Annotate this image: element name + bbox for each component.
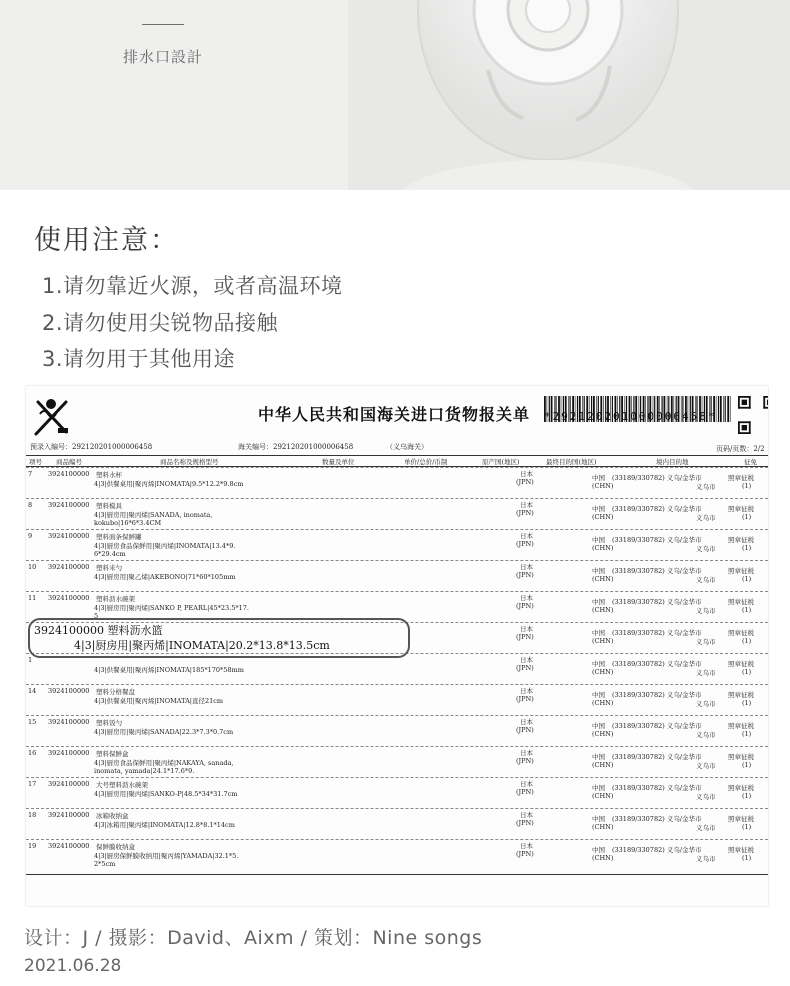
header-quantity: 数量及单位 <box>322 458 355 466</box>
table-row <box>26 716 768 747</box>
header-origin: 原产国(地区) <box>482 458 520 466</box>
table-bottom-rule <box>26 874 768 875</box>
customs-port: （义乌海关） <box>386 443 428 451</box>
domestic-city: 义乌市 <box>696 855 716 863</box>
header-item-no: 项号 <box>29 458 42 466</box>
goods-name: 塑料饭勺 <box>96 719 122 727</box>
destination-code: (CHN) <box>592 854 614 862</box>
domestic-district: (33189/330782) 义乌/金华市 <box>612 691 702 699</box>
drain-design-caption: 排水口設計 <box>122 48 203 66</box>
item-no: 15 <box>28 718 37 726</box>
levy-code: (1) <box>742 792 752 800</box>
customs-number: 海关编号：292120201000006458 <box>238 443 354 451</box>
origin-country: 日本 <box>520 563 533 571</box>
origin-country: 日本 <box>520 656 533 664</box>
origin-code: (JPN) <box>516 819 534 827</box>
barcode-number: *292120201000006458* <box>544 410 717 423</box>
goods-name: 冰箱收纳盒 <box>96 812 129 820</box>
origin-code: (JPN) <box>516 540 534 548</box>
domestic-city: 义乌市 <box>696 638 716 646</box>
commodity-code: 3924100000 <box>48 718 90 726</box>
origin-code: (JPN) <box>516 664 534 672</box>
goods-spec: 4|3|厨房保鲜膜收纳用|聚丙烯|YAMADA|32.1*5. <box>94 852 239 860</box>
levy-code: (1) <box>742 482 752 490</box>
origin-country: 日本 <box>520 532 533 540</box>
domestic-city: 义乌市 <box>696 545 716 553</box>
destination-code: (CHN) <box>592 761 614 769</box>
origin-country: 日本 <box>520 687 533 695</box>
domestic-district: (33189/330782) 义乌/金华市 <box>612 567 702 575</box>
destination-country: 中国 <box>592 629 605 637</box>
item-no: 7 <box>28 470 33 478</box>
domestic-city: 义乌市 <box>696 731 716 739</box>
destination-country: 中国 <box>592 536 605 544</box>
table-row <box>26 685 768 716</box>
table-row <box>26 499 768 530</box>
header-domestic-destination: 境内目的地 <box>656 458 689 466</box>
destination-code: (CHN) <box>592 699 614 707</box>
origin-code: (JPN) <box>516 695 534 703</box>
caption-rule <box>142 24 184 25</box>
levy-mode: 照章征税 <box>728 660 754 668</box>
domestic-district: (33189/330782) 义乌/金华市 <box>612 815 702 823</box>
destination-code: (CHN) <box>592 730 614 738</box>
goods-name: 大号塑料沥水碗架 <box>96 781 148 789</box>
destination-code: (CHN) <box>592 637 614 645</box>
goods-spec-cont: kokubo|16*6*3.4CM <box>94 519 162 527</box>
commodity-code: 3924100000 <box>48 563 90 571</box>
destination-country: 中国 <box>592 753 605 761</box>
levy-mode: 照章征税 <box>728 567 754 575</box>
page-number: 页码/页数：2/2 <box>716 445 765 453</box>
commodity-code: 3924100000 <box>48 811 90 819</box>
levy-mode: 照章征税 <box>728 784 754 792</box>
domestic-district: (33189/330782) 义乌/金华市 <box>612 846 702 854</box>
goods-spec: 4|3|厨房用|聚丙烯|SANKO-P|48.5*34*31.7cm <box>94 790 238 798</box>
table-row <box>26 561 768 592</box>
goods-spec-cont: 5 <box>94 612 99 620</box>
destination-code: (CHN) <box>592 668 614 676</box>
levy-code: (1) <box>742 730 752 738</box>
goods-spec-cont: inomata, yamada|24.1*17.6*9. <box>94 767 195 775</box>
goods-name: 塑料沥水碗架 <box>96 595 135 603</box>
levy-code: (1) <box>742 699 752 707</box>
item-no: 1 <box>28 656 33 664</box>
levy-mode: 照章征税 <box>728 691 754 699</box>
header-goods-name: 商品名称及规格型号 <box>160 458 219 466</box>
goods-spec: 4|3|供餐桌用|聚丙烯|INOMATA|185*170*58mm <box>94 666 244 674</box>
origin-country: 日本 <box>520 594 533 602</box>
item-no: 18 <box>28 811 37 819</box>
caption-panel <box>0 0 348 190</box>
goods-spec-cont: 6*29.4cm <box>94 550 126 558</box>
goods-name: 塑料保鲜盒 <box>96 750 129 758</box>
table-row <box>26 840 768 871</box>
origin-country: 日本 <box>520 718 533 726</box>
drain-closeup-photo <box>348 0 790 190</box>
highlight-line-2: 4|3|厨房用|聚丙烯|INOMATA|20.2*13.8*13.5cm <box>74 639 330 652</box>
levy-mode: 照章征税 <box>728 629 754 637</box>
goods-spec: 4|3|厨房用|聚丙烯|SANADA, inomata, <box>94 511 213 519</box>
levy-code: (1) <box>742 606 752 614</box>
destination-code: (CHN) <box>592 606 614 614</box>
commodity-code: 3924100000 <box>48 780 90 788</box>
credits-line: 设计：J / 摄影：David、Aixm / 策划：Nine songs <box>24 927 483 949</box>
domestic-city: 义乌市 <box>696 669 716 677</box>
levy-mode: 照章征税 <box>728 846 754 854</box>
item-no: 9 <box>28 532 33 540</box>
domestic-city: 义乌市 <box>696 793 716 801</box>
header-final-destination: 最终目的国(地区) <box>546 458 597 466</box>
item-no: 14 <box>28 687 37 695</box>
goods-spec: 4|3|厨房食品保鲜用|聚丙烯|INOMATA|13.4*9. <box>94 542 236 550</box>
levy-mode: 照章征税 <box>728 536 754 544</box>
note-item-2: 2.请勿使用尖锐物品接触 <box>42 311 279 335</box>
domestic-city: 义乌市 <box>696 824 716 832</box>
pre-entry-number: 预录入编号：292120201000006458 <box>30 443 153 451</box>
levy-code: (1) <box>742 854 752 862</box>
table-row <box>26 747 768 778</box>
origin-code: (JPN) <box>516 757 534 765</box>
goods-spec: 4|3|厨房食品保鲜用|聚丙烯|NAKAYA, sanada, <box>94 759 234 767</box>
goods-name: 塑料模具 <box>96 502 122 510</box>
goods-spec-cont: 2*5cm <box>94 860 116 868</box>
domestic-city: 义乌市 <box>696 514 716 522</box>
levy-mode: 照章征税 <box>728 815 754 823</box>
header-price: 单价/总价/币制 <box>404 458 448 466</box>
commodity-code: 3924100000 <box>48 687 90 695</box>
domestic-district: (33189/330782) 义乌/金华市 <box>612 536 702 544</box>
product-photo-band <box>0 0 790 190</box>
goods-spec: 4|3|冰箱用|聚丙烯|INOMATA|12.8*8.1*14cm <box>94 821 235 829</box>
destination-country: 中国 <box>592 660 605 668</box>
table-row <box>26 530 768 561</box>
header-levy: 征免 <box>744 458 757 466</box>
destination-country: 中国 <box>592 722 605 730</box>
domestic-district: (33189/330782) 义乌/金华市 <box>612 753 702 761</box>
goods-name: 塑料米勺 <box>96 564 122 572</box>
levy-code: (1) <box>742 823 752 831</box>
levy-code: (1) <box>742 761 752 769</box>
table-row <box>26 778 768 809</box>
item-no: 8 <box>28 501 33 509</box>
destination-country: 中国 <box>592 474 605 482</box>
levy-code: (1) <box>742 544 752 552</box>
note-item-3: 3.请勿用于其他用途 <box>42 347 236 371</box>
item-no: 11 <box>28 594 37 602</box>
destination-code: (CHN) <box>592 544 614 552</box>
origin-code: (JPN) <box>516 571 534 579</box>
destination-country: 中国 <box>592 691 605 699</box>
domestic-district: (33189/330782) 义乌/金华市 <box>612 784 702 792</box>
origin-code: (JPN) <box>516 788 534 796</box>
qr-code-icon <box>738 396 768 434</box>
destination-code: (CHN) <box>592 823 614 831</box>
destination-country: 中国 <box>592 567 605 575</box>
levy-mode: 照章征税 <box>728 474 754 482</box>
table-row <box>26 468 768 499</box>
commodity-code: 3924100000 <box>48 594 90 602</box>
destination-country: 中国 <box>592 784 605 792</box>
domestic-district: (33189/330782) 义乌/金华市 <box>612 629 702 637</box>
origin-code: (JPN) <box>516 850 534 858</box>
origin-country: 日本 <box>520 780 533 788</box>
commodity-code: 3924100000 <box>48 842 90 850</box>
origin-country: 日本 <box>520 842 533 850</box>
levy-code: (1) <box>742 637 752 645</box>
origin-code: (JPN) <box>516 602 534 610</box>
origin-code: (JPN) <box>516 478 534 486</box>
drain-outlet-illustration <box>348 0 790 190</box>
table-row <box>26 654 768 685</box>
origin-country: 日本 <box>520 749 533 757</box>
goods-spec: 4|3|厨房用|聚乙烯|AKEBONO|71*60*105mm <box>94 573 236 581</box>
goods-name: 保鲜膜收纳盒 <box>96 843 135 851</box>
publish-date: 2021.06.28 <box>24 956 122 976</box>
table-row <box>26 809 768 840</box>
origin-country: 日本 <box>520 625 533 633</box>
destination-country: 中国 <box>592 505 605 513</box>
domestic-city: 义乌市 <box>696 762 716 770</box>
customs-emblem-icon <box>30 394 72 440</box>
destination-country: 中国 <box>592 598 605 606</box>
destination-code: (CHN) <box>592 482 614 490</box>
item-no: 10 <box>28 563 37 571</box>
domestic-city: 义乌市 <box>696 483 716 491</box>
domestic-district: (33189/330782) 义乌/金华市 <box>612 722 702 730</box>
commodity-code: 3924100000 <box>48 532 90 540</box>
levy-mode: 照章征税 <box>728 505 754 513</box>
domestic-city: 义乌市 <box>696 700 716 708</box>
header-commodity-code: 商品编号 <box>56 458 82 466</box>
commodity-code: 3924100000 <box>48 470 90 478</box>
highlight-line-1: 3924100000 塑料沥水篮 <box>34 624 163 637</box>
domestic-district: (33189/330782) 义乌/金华市 <box>612 505 702 513</box>
header-top-rule <box>26 455 768 456</box>
origin-country: 日本 <box>520 501 533 509</box>
destination-code: (CHN) <box>592 792 614 800</box>
domestic-district: (33189/330782) 义乌/金华市 <box>612 660 702 668</box>
item-no: 19 <box>28 842 37 850</box>
levy-mode: 照章征税 <box>728 598 754 606</box>
levy-code: (1) <box>742 668 752 676</box>
destination-code: (CHN) <box>592 513 614 521</box>
origin-country: 日本 <box>520 811 533 819</box>
goods-name: 塑料面条保鲜罐 <box>96 533 142 541</box>
levy-mode: 照章征税 <box>728 722 754 730</box>
levy-mode: 照章征税 <box>728 753 754 761</box>
notes-title: 使用注意： <box>34 225 179 256</box>
commodity-code: 3924100000 <box>48 501 90 509</box>
domestic-city: 义乌市 <box>696 576 716 584</box>
destination-country: 中国 <box>592 815 605 823</box>
origin-code: (JPN) <box>516 509 534 517</box>
domestic-city: 义乌市 <box>696 607 716 615</box>
document-title: 中华人民共和国海关进口货物报关单 <box>258 405 531 424</box>
note-item-1: 1.请勿靠近火源，或者高温环境 <box>42 274 343 298</box>
domestic-district: (33189/330782) 义乌/金华市 <box>612 598 702 606</box>
goods-name: 塑料分格餐盘 <box>96 688 135 696</box>
goods-spec: 4|3|供餐桌用|聚丙烯|INOMATA|9.5*12.2*9.8cm <box>94 480 244 488</box>
commodity-code: 3924100000 <box>48 749 90 757</box>
domestic-district: (33189/330782) 义乌/金华市 <box>612 474 702 482</box>
item-no: 16 <box>28 749 37 757</box>
goods-name: 塑料水杯 <box>96 471 122 479</box>
origin-country: 日本 <box>520 470 533 478</box>
goods-spec: 4|3|供餐桌用|聚丙烯|INOMATA|直径21cm <box>94 697 224 705</box>
destination-code: (CHN) <box>592 575 614 583</box>
origin-code: (JPN) <box>516 633 534 641</box>
destination-country: 中国 <box>592 846 605 854</box>
origin-code: (JPN) <box>516 726 534 734</box>
levy-code: (1) <box>742 513 752 521</box>
item-no: 17 <box>28 780 37 788</box>
levy-code: (1) <box>742 575 752 583</box>
goods-spec: 4|3|厨房用|聚丙烯|SANADA|22.3*7.3*0.7cm <box>94 728 234 736</box>
customs-declaration-document <box>26 386 768 906</box>
goods-spec: 4|3|厨房用|聚丙烯|SANKO P, PEARL|45*23.5*17. <box>94 604 249 612</box>
